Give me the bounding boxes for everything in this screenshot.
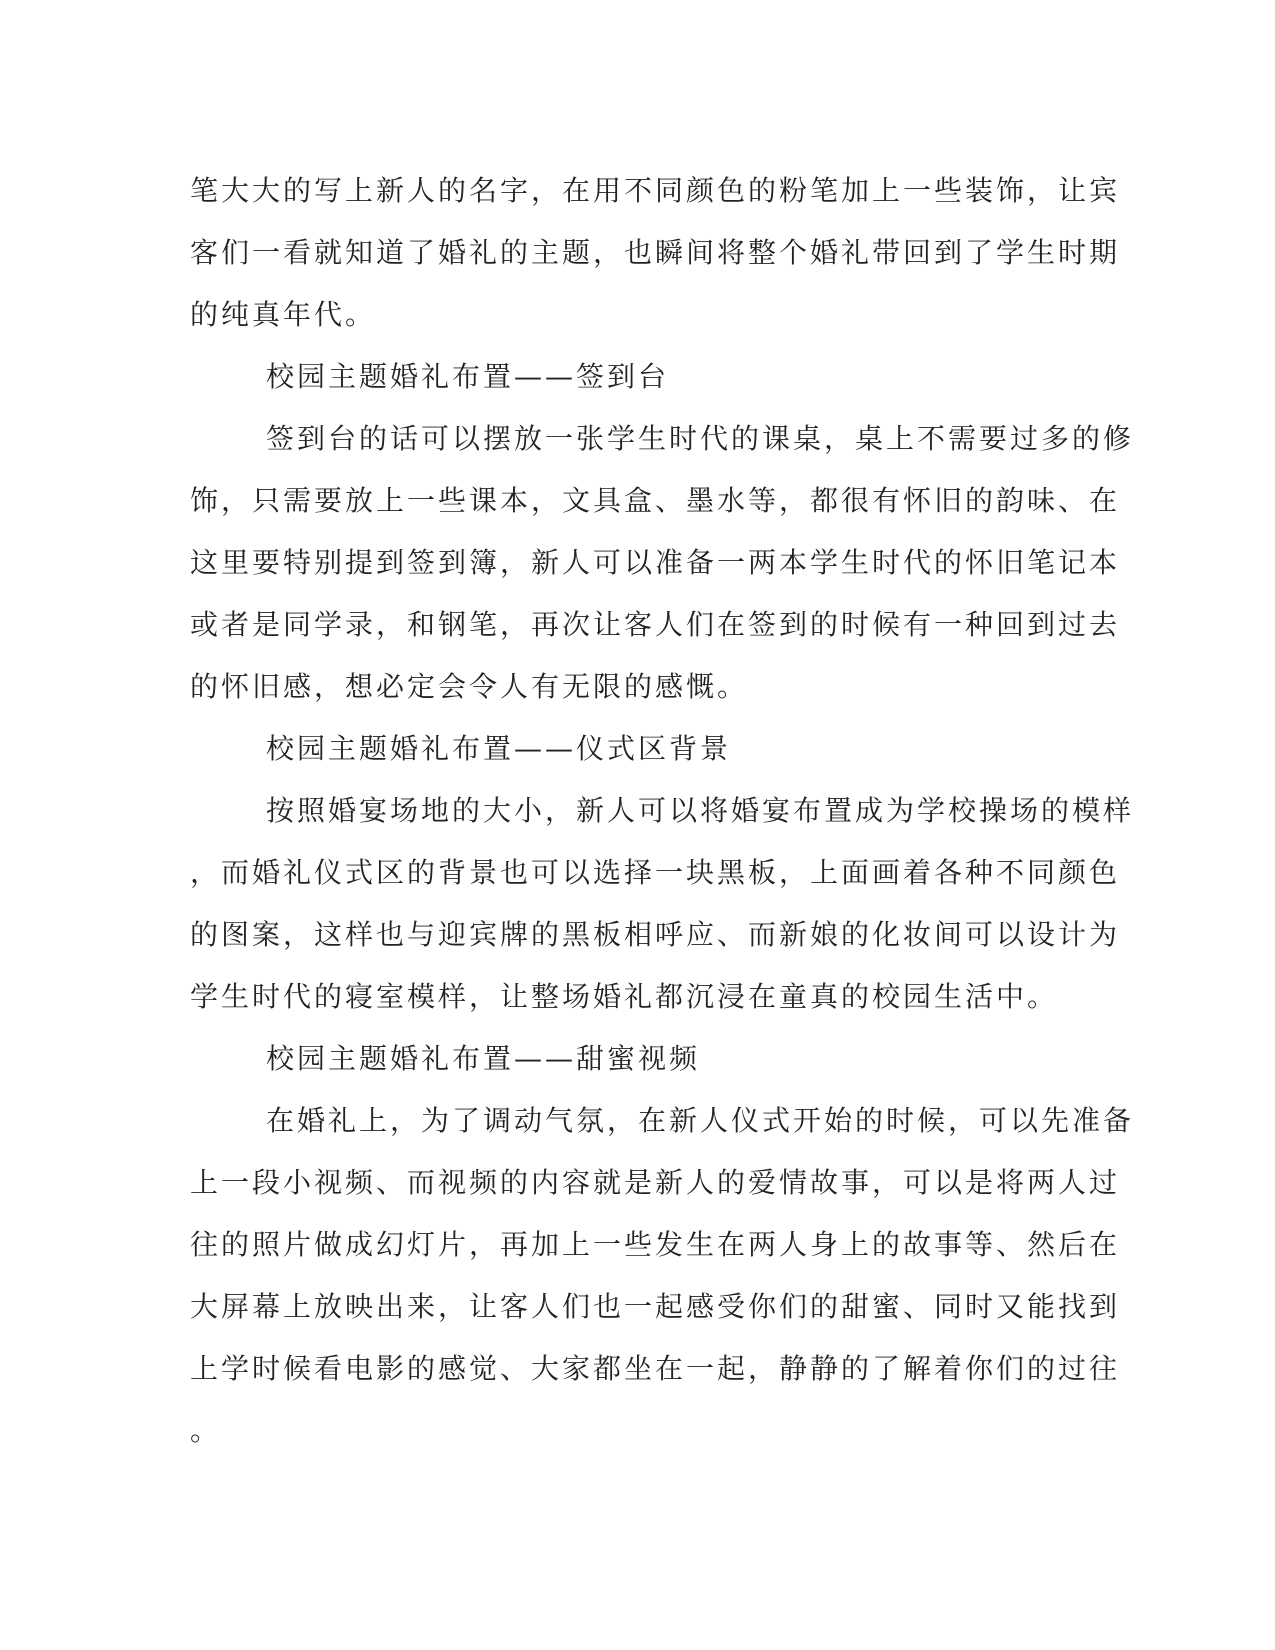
- section-heading-sign-in-desk: 校园主题婚礼布置——签到台: [266, 360, 670, 393]
- paragraph-line: 笔大大的写上新人的名字，在用不同颜色的粉笔加上一些装饰，让宾: [190, 174, 1121, 207]
- paragraph-line: 往的照片做成幻灯片，再加上一些发生在两人身上的故事等、然后在: [190, 1228, 1121, 1261]
- paragraph-line: 上学时候看电影的感觉、大家都坐在一起，静静的了解着你们的过往: [190, 1352, 1121, 1385]
- paragraph-line: 饰，只需要放上一些课本，文具盒、墨水等，都很有怀旧的韵味、在: [190, 484, 1121, 517]
- paragraph-line: 按照婚宴场地的大小，新人可以将婚宴布置成为学校操场的模样: [266, 794, 1135, 827]
- paragraph-line: 在婚礼上，为了调动气氛，在新人仪式开始的时候，可以先准备: [266, 1104, 1135, 1137]
- paragraph-line: 。: [190, 1414, 222, 1447]
- section-heading-ceremony-backdrop: 校园主题婚礼布置——仪式区背景: [266, 732, 732, 765]
- paragraph-line: 签到台的话可以摆放一张学生时代的课桌，桌上不需要过多的修: [266, 422, 1135, 455]
- paragraph-line: 客们一看就知道了婚礼的主题，也瞬间将整个婚礼带回到了学生时期: [190, 236, 1121, 269]
- paragraph-line: 学生时代的寝室模样，让整场婚礼都沉浸在童真的校园生活中。: [190, 980, 1059, 1013]
- paragraph-line: ，而婚礼仪式区的背景也可以选择一块黑板，上面画着各种不同颜色: [190, 856, 1121, 889]
- paragraph-line: 的图案，这样也与迎宾牌的黑板相呼应、而新娘的化妆间可以设计为: [190, 918, 1121, 951]
- paragraph-line: 这里要特别提到签到簿，新人可以准备一两本学生时代的怀旧笔记本: [190, 546, 1121, 579]
- paragraph-line: 的怀旧感，想必定会令人有无限的感慨。: [190, 670, 749, 703]
- paragraph-line: 的纯真年代。: [190, 298, 377, 331]
- section-heading-sweet-video: 校园主题婚礼布置——甜蜜视频: [266, 1042, 701, 1075]
- paragraph-line: 大屏幕上放映出来，让客人们也一起感受你们的甜蜜、同时又能找到: [190, 1290, 1121, 1323]
- paragraph-line: 或者是同学录，和钢笔，再次让客人们在签到的时候有一种回到过去: [190, 608, 1121, 641]
- document-body: [190, 160, 1135, 1462]
- paragraph-line: 上一段小视频、而视频的内容就是新人的爱情故事，可以是将两人过: [190, 1166, 1121, 1199]
